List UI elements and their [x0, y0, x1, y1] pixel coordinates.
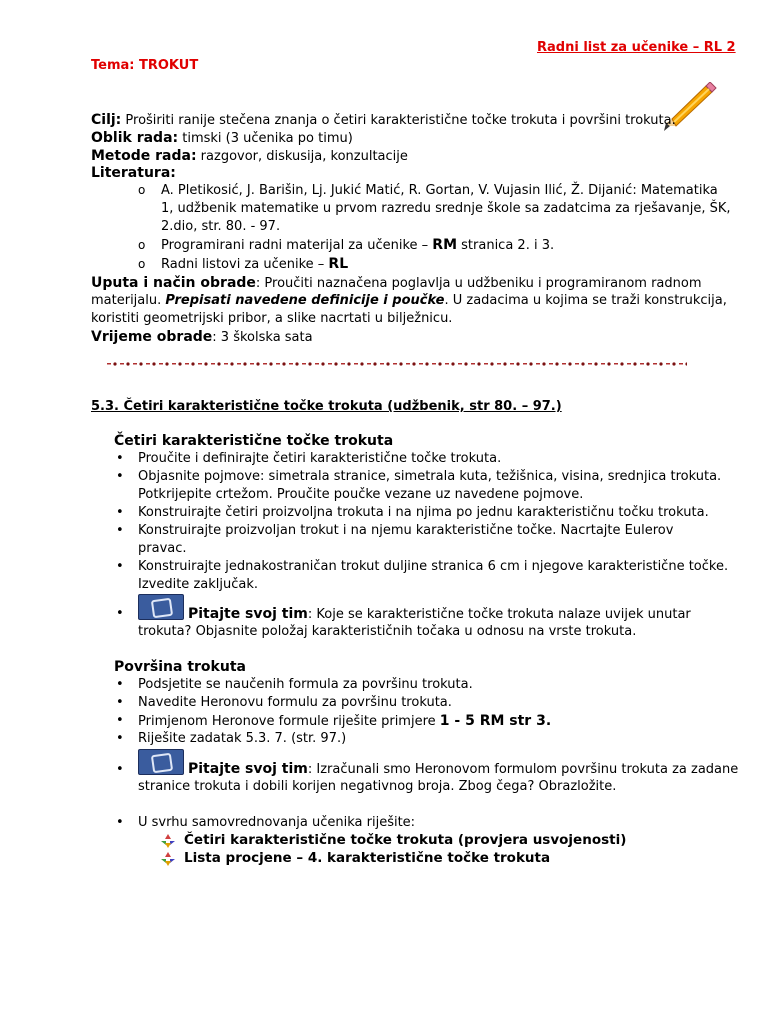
lit-item-3	[161, 256, 348, 272]
list-item-cont: Izvedite zaključak.	[138, 577, 258, 592]
bullet: •	[116, 606, 124, 621]
ask-team-text: : Koje se karakteristične točke trokuta nalaze uvijek unutar	[307, 607, 691, 622]
circle-bullet: o	[138, 257, 146, 271]
ask-team-text: : Izračunali smo Heronovom formulom površinu trokuta za zadane	[307, 762, 739, 777]
list-item-bold: 1 - 5 RM str 3.	[439, 713, 552, 729]
ask-team-1-cont: trokuta? Objasnite položaj karakterističnih točaka u odnosu na vrste trokuta.	[138, 624, 637, 639]
subsection-title-area: Površina trokuta	[114, 659, 246, 675]
list-item: Navedite Heronovu formulu za površinu trokuta.	[138, 695, 452, 710]
ask-team-1	[188, 606, 691, 622]
instructions-text1: : Proučiti naznačena poglavlja u udžbeniku i programiranom radnom	[255, 276, 702, 291]
lit-item-2-rm: RM	[432, 237, 458, 253]
instructions-emphasis: Prepisati navedene definicije i poučke	[165, 293, 445, 308]
lit-item-2	[161, 237, 554, 253]
lit-item-2-text: Programirani radni materijal za učenike –	[161, 238, 433, 253]
ask-team-label: Pitajte svoj tim	[188, 606, 308, 622]
ask-team-2-cont: stranice trokuta i dobili korijen negativnog broja. Zbog čega? Obrazložite.	[138, 779, 617, 794]
bullet: •	[116, 815, 124, 830]
bullet: •	[116, 731, 124, 746]
list-item-text: Primjenom Heronove formule riješite primjere	[138, 714, 440, 729]
instructions-text2c: . U zadacima u kojima se traži konstrukcija,	[444, 293, 727, 308]
list-item-cont: Potkrijepite crtežom. Proučite poučke vezane uz navedene pojmove.	[138, 487, 584, 502]
bullet: •	[116, 713, 124, 728]
time-label: Vrijeme obrade	[91, 329, 213, 345]
form-text: timski (3 učenika po timu)	[178, 131, 353, 146]
hint-icon	[138, 594, 184, 620]
list-item: Konstruirajte proizvoljan trokut i na njemu karakteristične točke. Nacrtajte Eulerov	[138, 523, 674, 538]
list-item: Konstruirajte jednakostraničan trokut duljine stranica 6 cm i njegove karakteristične točke.	[138, 559, 729, 574]
lit-item-1-line3: 2.dio, str. 80. - 97.	[161, 219, 281, 234]
list-item-cont: pravac.	[138, 541, 187, 556]
eval-item-1[interactable]: Četiri karakteristične točke trokuta (provjera usvojenosti)	[184, 832, 627, 848]
instructions-line3: koristiti geometrijski pribor, a slike nacrtati u bilježnicu.	[91, 311, 453, 326]
lit-item-1-line1: A. Pletikosić, J. Barišin, Lj. Jukić Matić, R. Gortan, V. Vujasin Ilić, Ž. Dijanić: Matematika	[161, 183, 718, 198]
section-title: 5.3. Četiri karakteristične točke trokuta (udžbenik, str 80. – 97.)	[91, 399, 562, 414]
bullet: •	[116, 505, 124, 520]
list-item: Objasnite pojmove: simetrala stranice, simetrala kuta, težišnica, visina, srednjica trokuta.	[138, 469, 722, 484]
form-line	[91, 130, 353, 146]
hint-icon	[138, 749, 184, 775]
ask-team-2	[188, 761, 738, 777]
list-item	[138, 713, 551, 729]
circle-bullet: o	[138, 183, 146, 197]
arrow-bullet-icon	[161, 834, 175, 852]
list-item: Riješite zadatak 5.3. 7. (str. 97.)	[138, 731, 347, 746]
form-label: Oblik rada:	[91, 130, 179, 146]
bullet: •	[116, 677, 124, 692]
bullet: •	[116, 695, 124, 710]
lit-item-3-rl: RL	[328, 256, 349, 272]
instructions-line1	[91, 275, 702, 291]
methods-text: razgovor, diskusija, konzultacije	[196, 149, 408, 164]
topic-title: Tema: TROKUT	[91, 58, 199, 73]
bullet: •	[116, 469, 124, 484]
bullet: •	[116, 451, 124, 466]
time-line	[91, 329, 313, 345]
ask-team-label: Pitajte svoj tim	[188, 761, 308, 777]
bullet: •	[116, 523, 124, 538]
instructions-label: Uputa i način obrade	[91, 275, 256, 291]
arrow-bullet-icon	[161, 852, 175, 870]
list-item: Proučite i definirajte četiri karakteristične točke trokuta.	[138, 451, 502, 466]
goal-line	[91, 112, 676, 128]
decorative-separator	[107, 361, 687, 367]
lit-item-1-line2: 1, udžbenik matematike u prvom razredu srednje škole sa zadatcima za rješavanje, ŠK,	[161, 201, 731, 216]
bullet: •	[116, 559, 124, 574]
list-item: Konstruirajte četiri proizvoljna trokuta i na njima po jednu karakterističnu točku trokuta.	[138, 505, 709, 520]
worksheet-title: Radni list za učenike – RL 2	[537, 40, 736, 55]
bullet: •	[116, 762, 124, 777]
subsection-title-points: Četiri karakteristične točke trokuta	[114, 433, 394, 449]
time-text: : 3 školska sata	[212, 330, 313, 345]
methods-line	[91, 148, 408, 164]
circle-bullet: o	[138, 238, 146, 252]
self-eval-intro: U svrhu samovrednovanja učenika riješite:	[138, 815, 416, 830]
lit-item-2-rest: stranica 2. i 3.	[457, 238, 555, 253]
goal-text: Proširiti ranije stečena znanja o četiri karakteristične točke trokuta i površini trokuta.	[121, 113, 676, 128]
instructions-line2	[91, 293, 727, 308]
eval-item-2[interactable]: Lista procjene – 4. karakteristične točke trokuta	[184, 850, 551, 866]
lit-item-3-text: Radni listovi za učenike –	[161, 257, 329, 272]
instructions-text2a: materijalu.	[91, 293, 166, 308]
literature-label: Literatura:	[91, 165, 176, 181]
methods-label: Metode rada:	[91, 148, 197, 164]
goal-label: Cilj:	[91, 112, 122, 128]
list-item: Podsjetite se naučenih formula za površinu trokuta.	[138, 677, 473, 692]
